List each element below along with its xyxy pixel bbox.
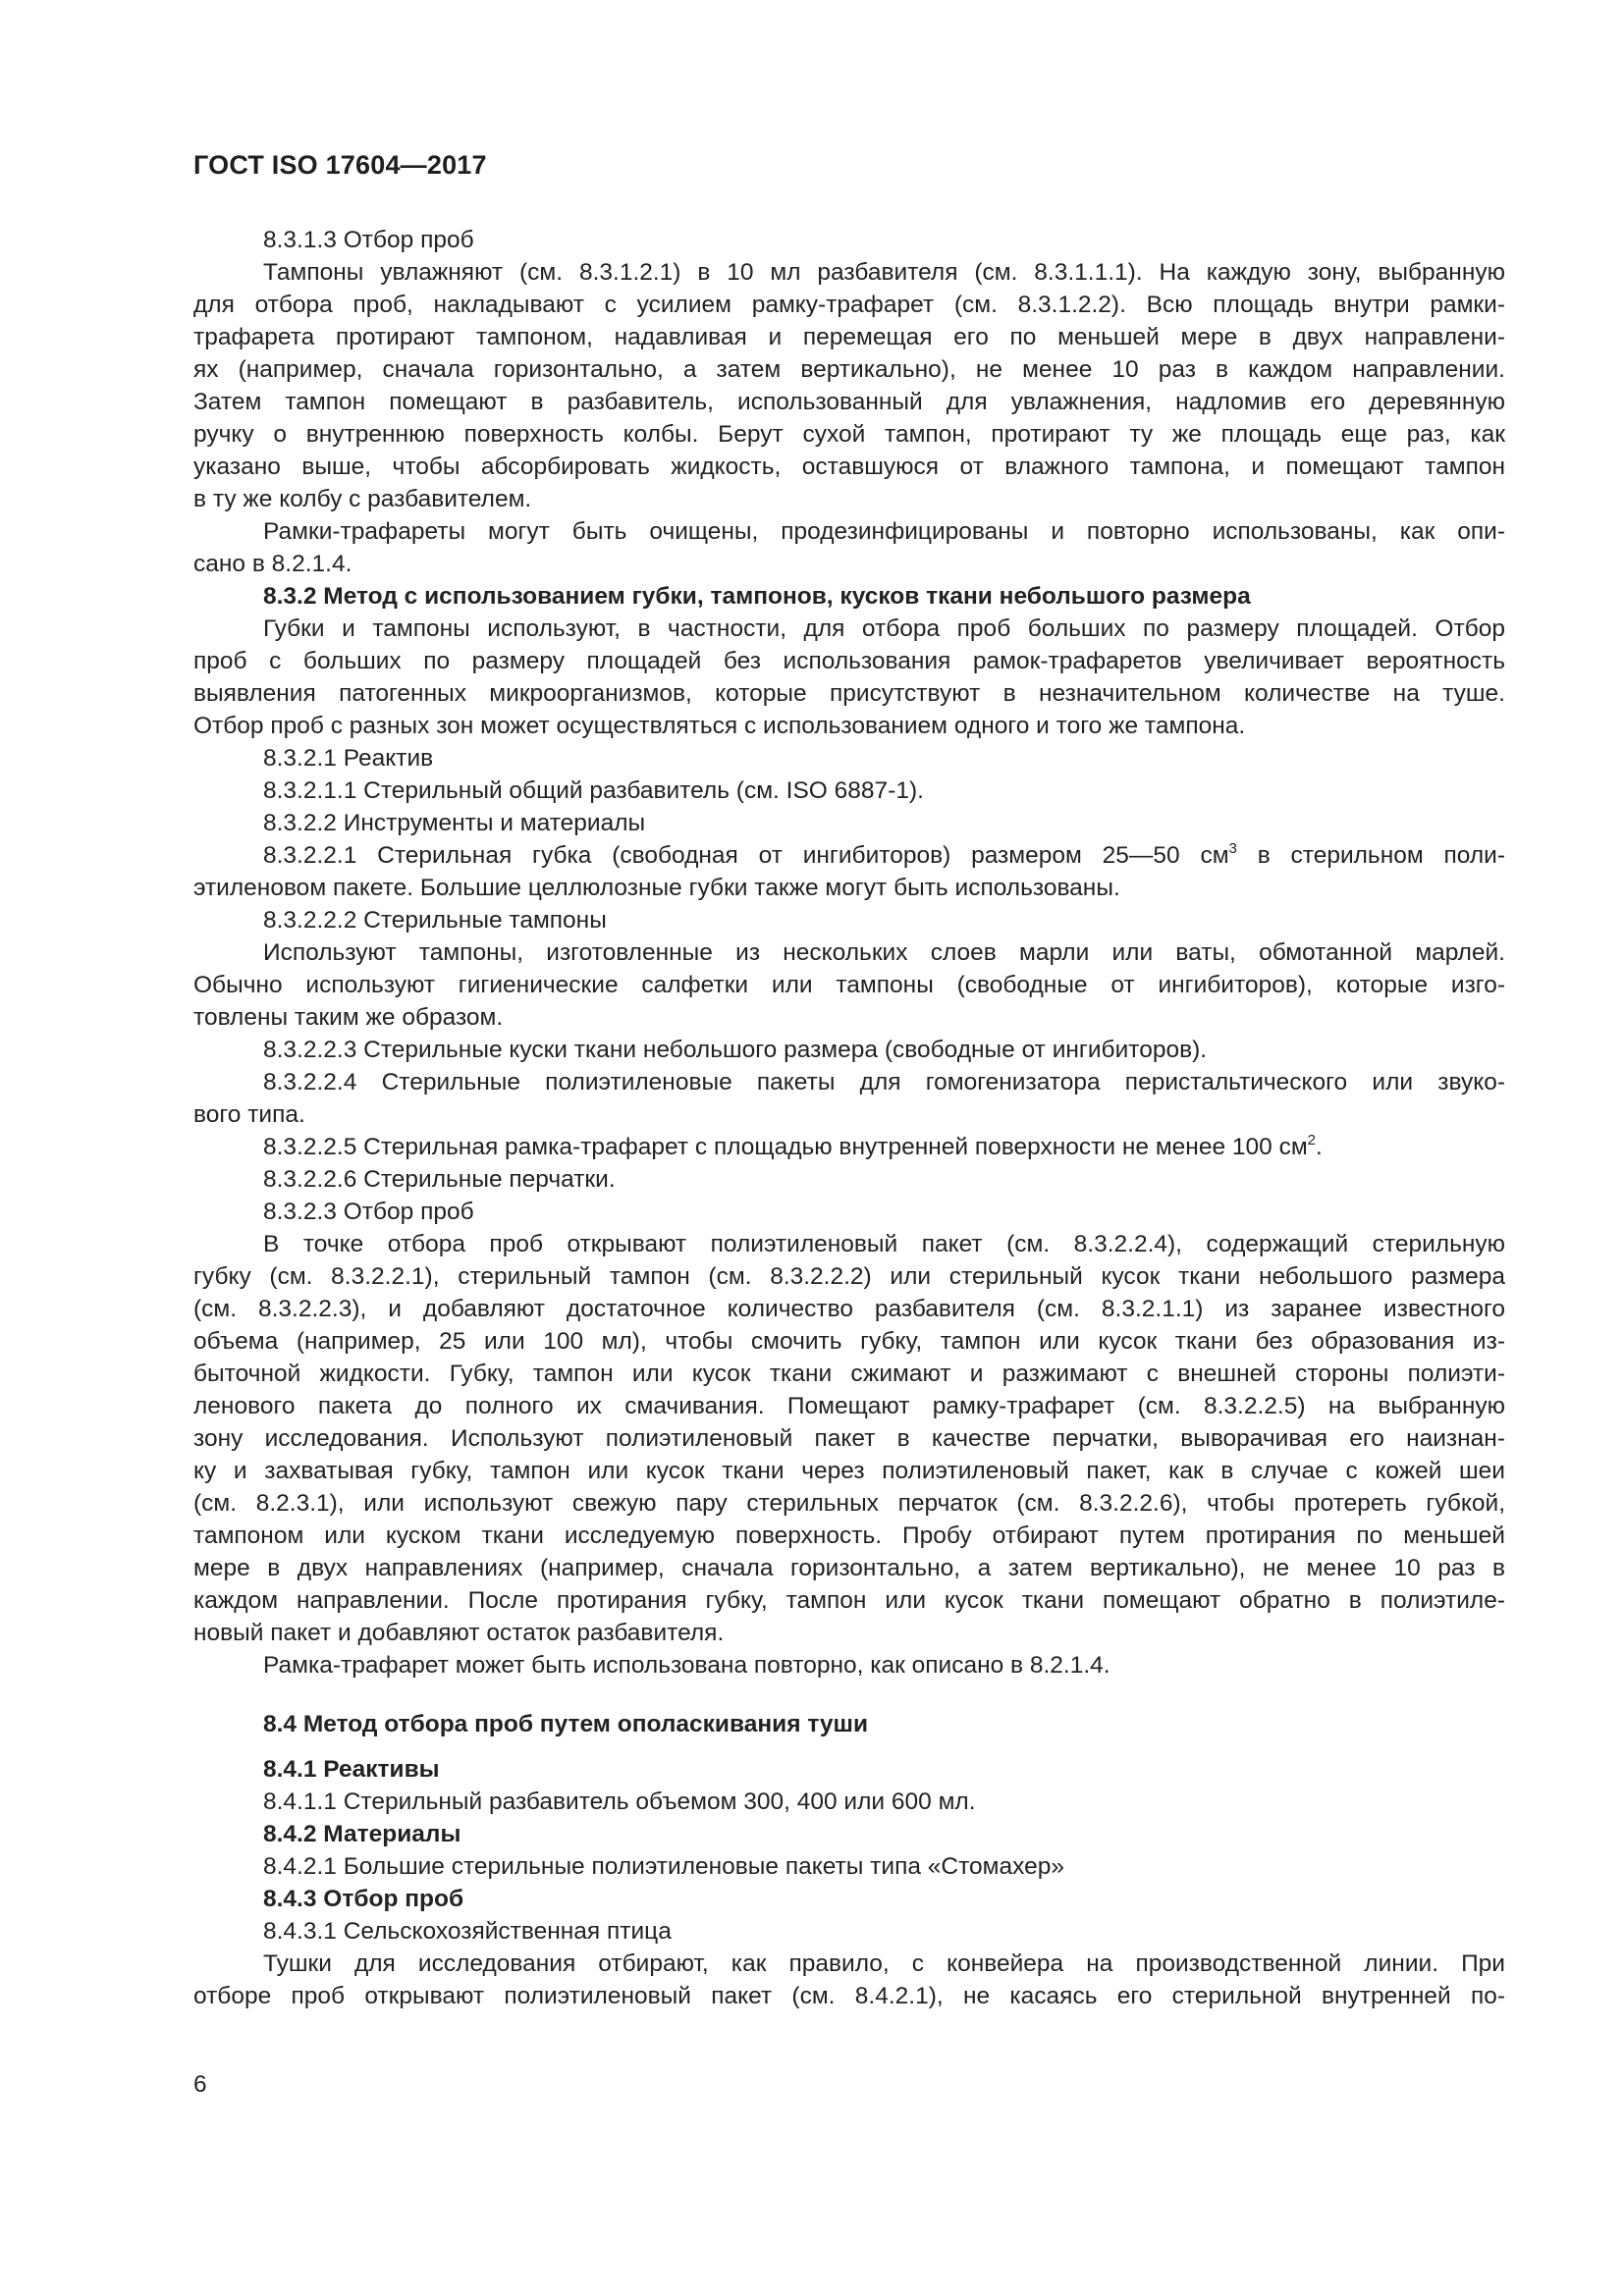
text-line: проб с больших по размеру площадей без использования рамок-трафаретов увеличивает вероятность xyxy=(193,648,1505,674)
text-line: Отбор проб с разных зон может осуществляться с использованием одного и того же тампона. xyxy=(193,713,1246,739)
spacer xyxy=(193,1740,1505,1753)
text-line: мере в двух направлениях (например, сначала горизонтально, а затем вертикально), не менее 10 раз в xyxy=(193,1555,1505,1581)
text-line: выявления патогенных микроорганизмов, которые присутствуют в незначительном количестве на туше. xyxy=(193,680,1505,707)
text-line: трафарета протирают тампоном, надавливая и перемещая его по меньшей мере в двух направлени- xyxy=(193,324,1505,350)
text-line: ях (например, сначала горизонтально, а затем вертикально), не менее 10 раз в каждом направлении. xyxy=(193,356,1505,383)
text-line: Тампоны увлажняют (см. 8.3.1.2.1) в 10 мл разбавителя (см. 8.3.1.1.1). На каждую зону, выбранную xyxy=(263,259,1505,286)
text-line: (см. 8.2.3.1), или используют свежую пару стерильных перчаток (см. 8.3.2.2.6), чтобы протереть губкой, xyxy=(193,1490,1505,1517)
text-line: ленового пакета до полного их смачивания. Помещают рамку-трафарет (см. 8.3.2.2.5) на выбранную xyxy=(193,1393,1505,1419)
section-heading: 8.4.2 Материалы xyxy=(263,1821,461,1847)
text-line: каждом направлении. После протирания губку, тампон или кусок ткани помещают обратно в полиэтиле- xyxy=(193,1587,1505,1614)
section-heading: 8.4.1 Реактивы xyxy=(263,1756,440,1783)
spacer xyxy=(193,1682,1505,1708)
text-line: Губки и тампоны используют, в частности, для отбора проб больших по размеру площадей. Отбор xyxy=(263,615,1505,642)
text-line: 8.3.2.1 Реактив xyxy=(263,745,434,772)
text-line: новый пакет и добавляют остаток разбавителя. xyxy=(193,1620,725,1646)
text-line: Рамки-трафареты могут быть очищены, продезинфицированы и повторно использованы, как опи- xyxy=(263,518,1505,545)
text-line: 8.4.1.1 Стерильный разбавитель объемом 300, 400 или 600 мл. xyxy=(263,1789,976,1815)
text-line: ку и захватывая губку, тампон или кусок ткани через полиэтиленовый пакет, как в случае с кожей шеи xyxy=(193,1458,1505,1484)
text-line: 8.3.2.2.6 Стерильные перчатки. xyxy=(263,1166,616,1193)
text-line: Затем тампон помещают в разбавитель, использованный для увлажнения, надломив его деревянную xyxy=(193,389,1505,415)
text-line: 8.3.2.2 Инструменты и материалы xyxy=(263,810,646,836)
text-line: Используют тампоны, изготовленные из нескольких слоев марли или ваты, обмотанной марлей. xyxy=(263,939,1505,966)
text-line: 8.3.2.2.1 Стерильная губка (свободная от ингибиторов) размером 25—50 $см^3$ в стерильном поли- xyxy=(263,840,1505,869)
text-line: быточной жидкости. Губку, тампон или кусок ткани сжимают и разжимают с внешней стороны полиэти- xyxy=(193,1361,1505,1387)
superscript: 2 xyxy=(1307,1132,1317,1148)
text-line: 8.3.2.3 Отбор проб xyxy=(263,1199,474,1225)
text-line: ручку о внутреннюю поверхность колбы. Берут сухой тампон, протирают ту же площадь еще раз, как xyxy=(193,421,1505,448)
text-line: губку (см. 8.3.2.2.1), стерильный тампон (см. 8.3.2.2.2) или стерильный кусок ткани небольшого размера xyxy=(193,1263,1505,1290)
text-line: в ту же колбу с разбавителем. xyxy=(193,486,532,512)
text-line: тампоном или куском ткани исследуемую поверхность. Пробу отбирают путем протирания по меньшей xyxy=(193,1522,1505,1549)
text-line: 8.3.1.3 Отбор проб xyxy=(263,227,474,253)
text-line: Тушки для исследования отбирают, как правило, с конвейера на производственной линии. При xyxy=(263,1950,1505,1977)
text-line: Обычно используют гигиенические салфетки или тампоны (свободные от ингибиторов), которые изго- xyxy=(193,972,1505,998)
text-line: 8.3.2.2.4 Стерильные полиэтиленовые пакеты для гомогенизатора перистальтического или звуко- xyxy=(263,1069,1505,1095)
text-line: сано в 8.2.1.4. xyxy=(193,551,352,577)
superscript: 3 xyxy=(1228,840,1237,857)
page-number: 6 xyxy=(193,2071,207,2098)
text-line: товлены таким же образом. xyxy=(193,1004,504,1031)
text-line: отборе проб открывают полиэтиленовый пакет (см. 8.4.2.1), не касаясь его стерильной внутренней по- xyxy=(193,1983,1505,2009)
document-header-title: ГОСТ ISO 17604—2017 xyxy=(193,150,487,180)
section-heading: 8.4 Метод отбора проб путем ополаскивания туши xyxy=(263,1711,869,1737)
text-line: 8.4.2.1 Большие стерильные полиэтиленовые пакеты типа «Стомахер» xyxy=(263,1853,1064,1880)
text-line: вого типа. xyxy=(193,1101,305,1128)
document-body xyxy=(193,224,1505,2012)
text-line: (см. 8.3.2.2.3), и добавляют достаточное количество разбавителя (см. 8.3.2.1.1) из заранее известного xyxy=(193,1296,1505,1322)
section-heading: 8.3.2 Метод с использованием губки, тампонов, кусков ткани небольшого размера xyxy=(263,583,1251,610)
text-line: этиленовом пакете. Большие целлюлозные губки также могут быть использованы. xyxy=(193,875,1120,901)
text-line: объема (например, 25 или 100 мл), чтобы смочить губку, тампон или кусок ткани без образования из- xyxy=(193,1328,1505,1355)
text-line: зону исследования. Используют полиэтиленовый пакет в качестве перчатки, выворачивая его наизнан- xyxy=(193,1425,1505,1452)
text-line: 8.3.2.1.1 Стерильный общий разбавитель (см. ISO 6887-1). xyxy=(263,777,924,804)
text-line: Рамка-трафарет может быть использована повторно, как описано в 8.2.1.4. xyxy=(263,1652,1110,1679)
text-line: 8.4.3.1 Сельскохозяйственная птица xyxy=(263,1918,672,1945)
text-line: 8.3.2.2.3 Стерильные куски ткани небольшого размера (свободные от ингибиторов). xyxy=(263,1037,1208,1063)
text-line: 8.3.2.2.5 Стерильная рамка-трафарет с площадью внутренней поверхности не менее 100 $см^2$. xyxy=(263,1132,1323,1160)
text-line: для отбора проб, накладывают с усилием рамку-трафарет (см. 8.3.1.2.2). Всю площадь внутри рамки- xyxy=(193,292,1505,318)
text-line: 8.3.2.2.2 Стерильные тампоны xyxy=(263,907,607,934)
text-line: В точке отбора проб открывают полиэтиленовый пакет (см. 8.3.2.2.4), содержащий стерильную xyxy=(263,1231,1505,1257)
text-line: указано выше, чтобы абсорбировать жидкость, оставшуюся от влажного тампона, и помещают тампон xyxy=(193,454,1505,480)
section-heading: 8.4.3 Отбор проб xyxy=(263,1886,464,1912)
